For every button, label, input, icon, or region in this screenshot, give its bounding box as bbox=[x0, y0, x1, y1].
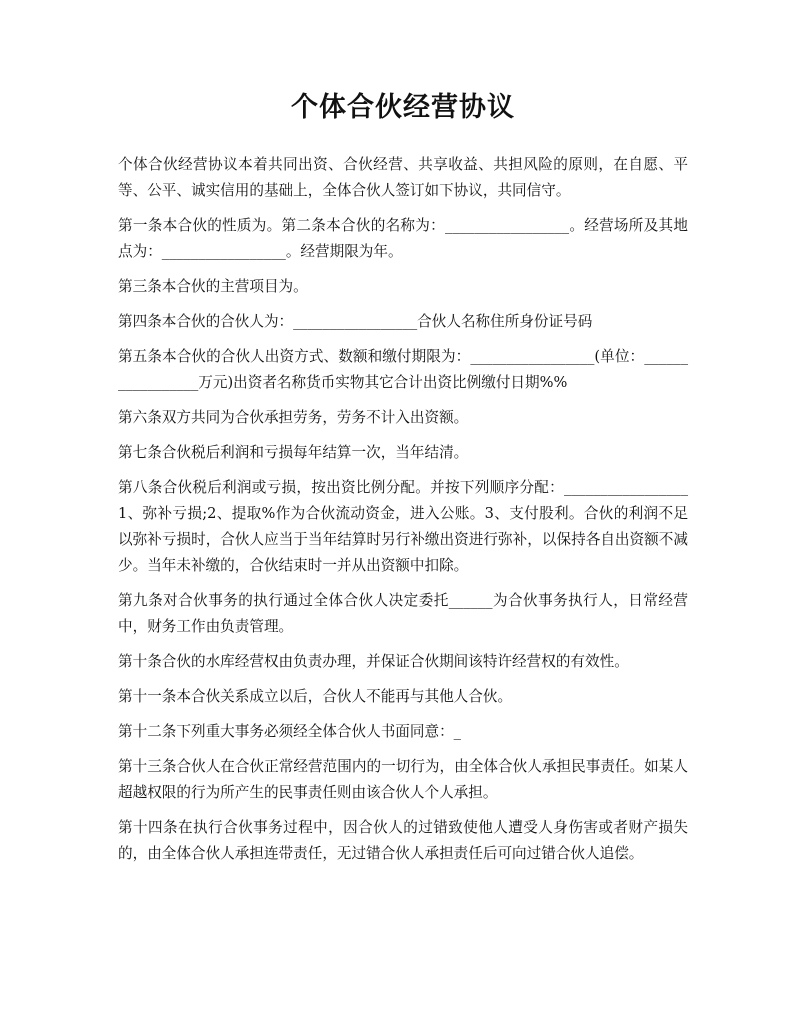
paragraph-article-12: 第十二条下列重大事务必须经全体合伙人书面同意：_ bbox=[118, 723, 461, 740]
paragraph-article-10: 第十条合伙的水库经营权由负责办理，并保证合伙期间该特许经营权的有效性。 bbox=[118, 653, 629, 670]
paragraph-preamble: 个体合伙经营协议本着共同出资、合伙经营、共享收益、共担风险的原则，在自愿、平等、公平、诚实信用的基础上，全体合伙人签订如下协议，共同信守。 bbox=[118, 156, 688, 199]
paragraph-article-4: 第四条本合伙的合伙人为：_________________合伙人名称住所身份证号码 bbox=[118, 313, 593, 330]
paragraph-article-13: 第十三条合伙人在合伙正常经营范围内的一切行为，由全体合伙人承担民事责任。如某人超越权限的行为所产生的民事责任则由该合伙人个人承担。 bbox=[118, 758, 688, 801]
paragraph-article-8: 第八条合伙税后利润或亏损，按出资比例分配。并按下列顺序分配：_________________1、弥补亏损;2、提取%作为合伙流动资金，进入公账。3、支付股利。合伙的利润不足以弥补亏损时，合伙人应当于当年结算时另行补缴出资进行弥补，以保持各自出资额不减少。当年未补缴的，合伙结束时一并从出资额中扣除。 bbox=[118, 479, 688, 574]
paragraph-article-7: 第七条合伙税后利润和亏损每年结算一次，当年结清。 bbox=[118, 444, 469, 461]
paragraph-article-11: 第十一条本合伙关系成立以后，合伙人不能再与其他人合伙。 bbox=[118, 688, 513, 705]
document-page bbox=[118, 86, 688, 876]
paragraph-article-5: 第五条本合伙的合伙人出资方式、数额和缴付期限为：_________________(单位：_________________万元)出资者名称货币实物其它合计出资比例缴付日期%% bbox=[118, 348, 688, 391]
paragraph-article-14: 第十四条在执行合伙事务过程中，因合伙人的过错致使他人遭受人身伤害或者财产损失的，由全体合伙人承担连带责任，无过错合伙人承担责任后可向过错合伙人追偿。 bbox=[118, 819, 688, 862]
paragraph-article-9: 第九条对合伙事务的执行通过全体合伙人决定委托______为合伙事务执行人，日常经营中，财务工作由负责管理。 bbox=[118, 592, 688, 635]
paragraph-article-3: 第三条本合伙的主营项目为。 bbox=[118, 278, 308, 295]
document-title: 个体合伙经营协议 bbox=[291, 92, 515, 123]
paragraph-article-1-2: 第一条本合伙的性质为。第二条本合伙的名称为：_________________。经营场所及其地点为：_________________。经营期限为年。 bbox=[118, 217, 688, 260]
paragraph-article-6: 第六条双方共同为合伙承担劳务，劳务不计入出资额。 bbox=[118, 409, 469, 426]
